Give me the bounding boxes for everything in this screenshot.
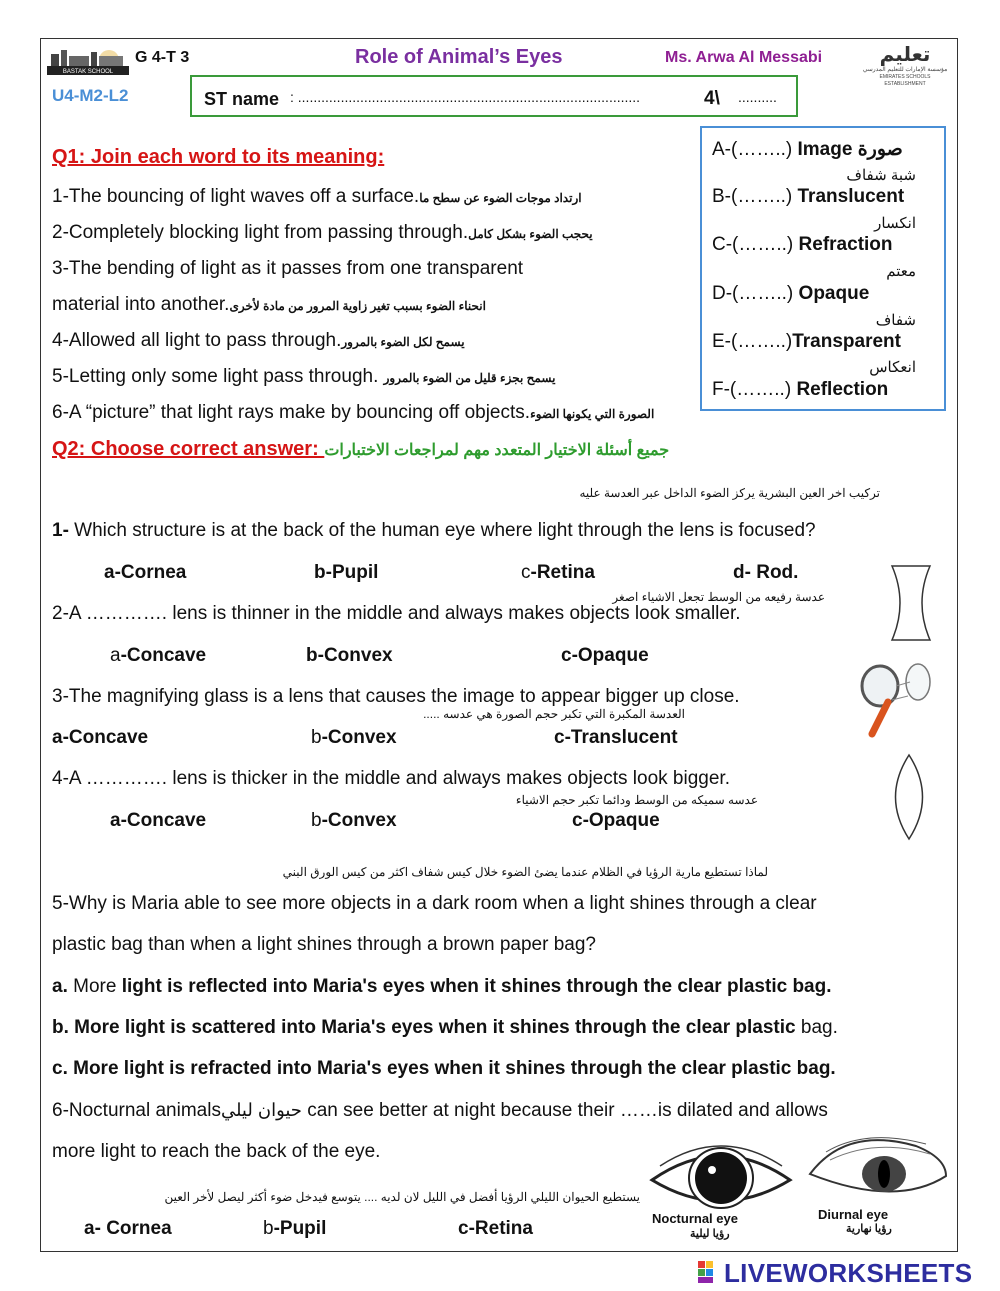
liveworksheets-logo-icon	[698, 1261, 722, 1283]
q1-item-3-cont: material into another.انحناء الضوء بسبب تغير زاوية المرور من مادة لأخرى	[52, 294, 486, 315]
logo-sub-english: EMIRATES SCHOOLS ESTABLISHMENT	[879, 74, 931, 87]
liveworksheets-brand[interactable]: LIVEWORKSHEETS	[724, 1258, 973, 1288]
word-bank	[700, 126, 946, 411]
q2-1-arabic: تركيب اخر العين البشرية يركز الضوء الداخل عبر العدسة عليه	[579, 486, 880, 500]
q2-4-option-c[interactable]: c-Opaque	[572, 810, 660, 831]
q2-3-text: 3-The magnifying glass is a lens that causes the image to appear bigger up close.	[52, 686, 740, 707]
q1-heading: Q1: Join each word to its meaning:	[52, 146, 385, 168]
q2-heading-arabic: جميع أسئلة الاختيار المتعدد مهم لمراجعات الاختبارات	[324, 442, 670, 459]
word-e[interactable]: E-(……..)Transparent	[712, 331, 901, 352]
score-label: 4\	[704, 88, 720, 109]
q1-item-6: 6-A “picture” that light rays make by bouncing off objects.الصورة التي يكونها الضوء	[52, 402, 655, 423]
q1-item-5: 5-Letting only some light pass through. يسمح بجزء قليل من الضوء بالمرور	[52, 366, 556, 387]
teacher-name: Ms. Arwa Al Messabi	[665, 49, 823, 66]
q2-heading: Q2: Choose correct answer:	[52, 438, 325, 460]
grade-label: G 4-T 3	[135, 49, 190, 66]
word-b[interactable]: B-(……..) Translucent	[712, 186, 905, 207]
q2-6-text-line2: more light to reach the back of the eye.	[52, 1141, 381, 1162]
nocturnal-eye-label: Nocturnal eye	[652, 1211, 738, 1226]
q2-1-option-a[interactable]: a-Cornea	[104, 562, 187, 583]
q2-2-option-b[interactable]: b-Convex	[306, 645, 393, 666]
q2-5-option-a[interactable]: a. More light is reflected into Maria's eyes when it shines through the clear plastic bag.	[52, 976, 832, 997]
worksheet-title: Role of Animal’s Eyes	[355, 46, 563, 68]
q2-heading-row	[52, 438, 669, 461]
student-name-box[interactable]	[190, 75, 798, 117]
nocturnal-eye-illustration	[646, 1136, 796, 1218]
q2-2-option-a[interactable]: a-Concave	[110, 645, 207, 666]
q2-2-text: 2-A …………. lens is thinner in the middle and always makes objects look smaller.	[52, 603, 741, 624]
diurnal-eye-illustration	[806, 1132, 950, 1208]
q2-6-text-line1: 6-Nocturnal animalsحيوان ليلي can see better at night because their ……is dilated and allows	[52, 1100, 828, 1121]
word-c-arabic: انكسار	[874, 215, 916, 232]
q1-item-1: 1-The bouncing of light waves off a surface.ارتداد موجات الضوء عن سطح ما	[52, 186, 582, 207]
q2-2-option-c[interactable]: c-Opaque	[561, 645, 649, 666]
q1-item-3: 3-The bending of light as it passes from one transparent	[52, 258, 524, 279]
word-d[interactable]: D-(……..) Opaque	[712, 283, 870, 304]
q2-4-text: 4-A …………. lens is thicker in the middle and always makes objects look bigger.	[52, 768, 730, 789]
q2-4-arabic: عدسه سميكه من الوسط ودائما تكبر حجم الاشياء	[515, 793, 758, 807]
logo-sub-arabic: مؤسسة الإمارات للتعليم المدرسي	[862, 67, 948, 73]
word-f-arabic: انعكاس	[869, 359, 916, 376]
q2-6-option-a[interactable]: a- Cornea	[84, 1218, 172, 1239]
nocturnal-eye-arabic: رؤيا ليلية	[690, 1228, 730, 1240]
word-c[interactable]: C-(……..) Refraction	[712, 234, 893, 255]
q2-3-option-a[interactable]: a-Concave	[52, 727, 149, 748]
q2-3-option-b[interactable]: b-Convex	[311, 727, 397, 748]
q2-2-arabic: عدسة رفيعه من الوسط تجعل الاشياء اصغر	[612, 590, 825, 604]
q1-item-2: 2-Completely blocking light from passing through.يحجب الضوء بشكل كامل	[52, 222, 593, 243]
q2-6-option-b[interactable]: b-Pupil	[263, 1218, 327, 1239]
concave-lens-icon	[886, 562, 936, 644]
q2-1-option-c[interactable]: c-Retina	[521, 562, 595, 583]
diurnal-eye-arabic: رؤيا نهارية	[846, 1223, 892, 1235]
diurnal-eye-label: Diurnal eye	[818, 1207, 889, 1222]
q2-5-arabic: لماذا تستطيع مارية الرؤيا في الظلام عندما يضئ الضوء خلال كيس شفاف اكثر من كيس الورق البني	[282, 865, 768, 879]
magnifying-glass-icon	[850, 656, 944, 740]
q2-3-option-c[interactable]: c-Translucent	[554, 727, 678, 748]
unit-code: U4-M2-L2	[52, 86, 129, 105]
score-field[interactable]: ..........	[738, 89, 777, 105]
q2-4-option-b[interactable]: b-Convex	[311, 810, 397, 831]
school-logo	[47, 44, 129, 76]
word-f[interactable]: F-(……..) Reflection	[712, 379, 889, 400]
q2-3-arabic: العدسة المكبرة التي تكبر حجم الصورة هي عدسه .....	[423, 707, 685, 721]
word-a[interactable]: A-(……..) Image صورة	[712, 139, 903, 160]
name-field[interactable]: : ........................................................................................	[290, 89, 641, 105]
word-e-arabic: شفاف	[875, 312, 916, 329]
word-d-arabic: معتم	[886, 263, 916, 280]
logo-arabic: تعليم	[879, 42, 931, 66]
q1-item-4: 4-Allowed all light to pass through.يسمح لكل الضوء بالمرور	[52, 330, 465, 351]
q2-1-option-d[interactable]: d- Rod.	[733, 562, 799, 583]
q2-5-text-line2: plastic bag than when a light shines through a brown paper bag?	[52, 934, 596, 955]
ministry-logo	[862, 42, 948, 100]
q2-5-option-c[interactable]: c. More light is refracted into Maria's eyes when it shines through the clear plastic bag.	[52, 1058, 836, 1079]
q2-6-arabic: يستطيع الحيوان الليلي الرؤيا أفضل في الليل لان لديه .... يتوسع فيدخل ضوء أكثر ليصل لأخر العين	[164, 1190, 640, 1204]
q2-1-text: 1- Which structure is at the back of the human eye where light through the lens is focused?	[52, 520, 816, 541]
q2-6-option-c[interactable]: c-Retina	[458, 1218, 533, 1239]
q2-5-option-b[interactable]: b. More light is scattered into Maria's eyes when it shines through the clear plastic bag.	[52, 1017, 838, 1038]
q2-4-option-a[interactable]: a-Concave	[110, 810, 207, 831]
word-b-arabic: شبة شفاف	[846, 167, 916, 184]
q2-1-option-b[interactable]: b-Pupil	[314, 562, 379, 583]
convex-lens-icon	[884, 752, 934, 842]
name-label: ST name	[204, 89, 280, 109]
q2-5-text-line1: 5-Why is Maria able to see more objects in a dark room when a light shines through a clear	[52, 893, 817, 914]
school-logo-text: BASTAK SCHOOL	[62, 69, 114, 75]
